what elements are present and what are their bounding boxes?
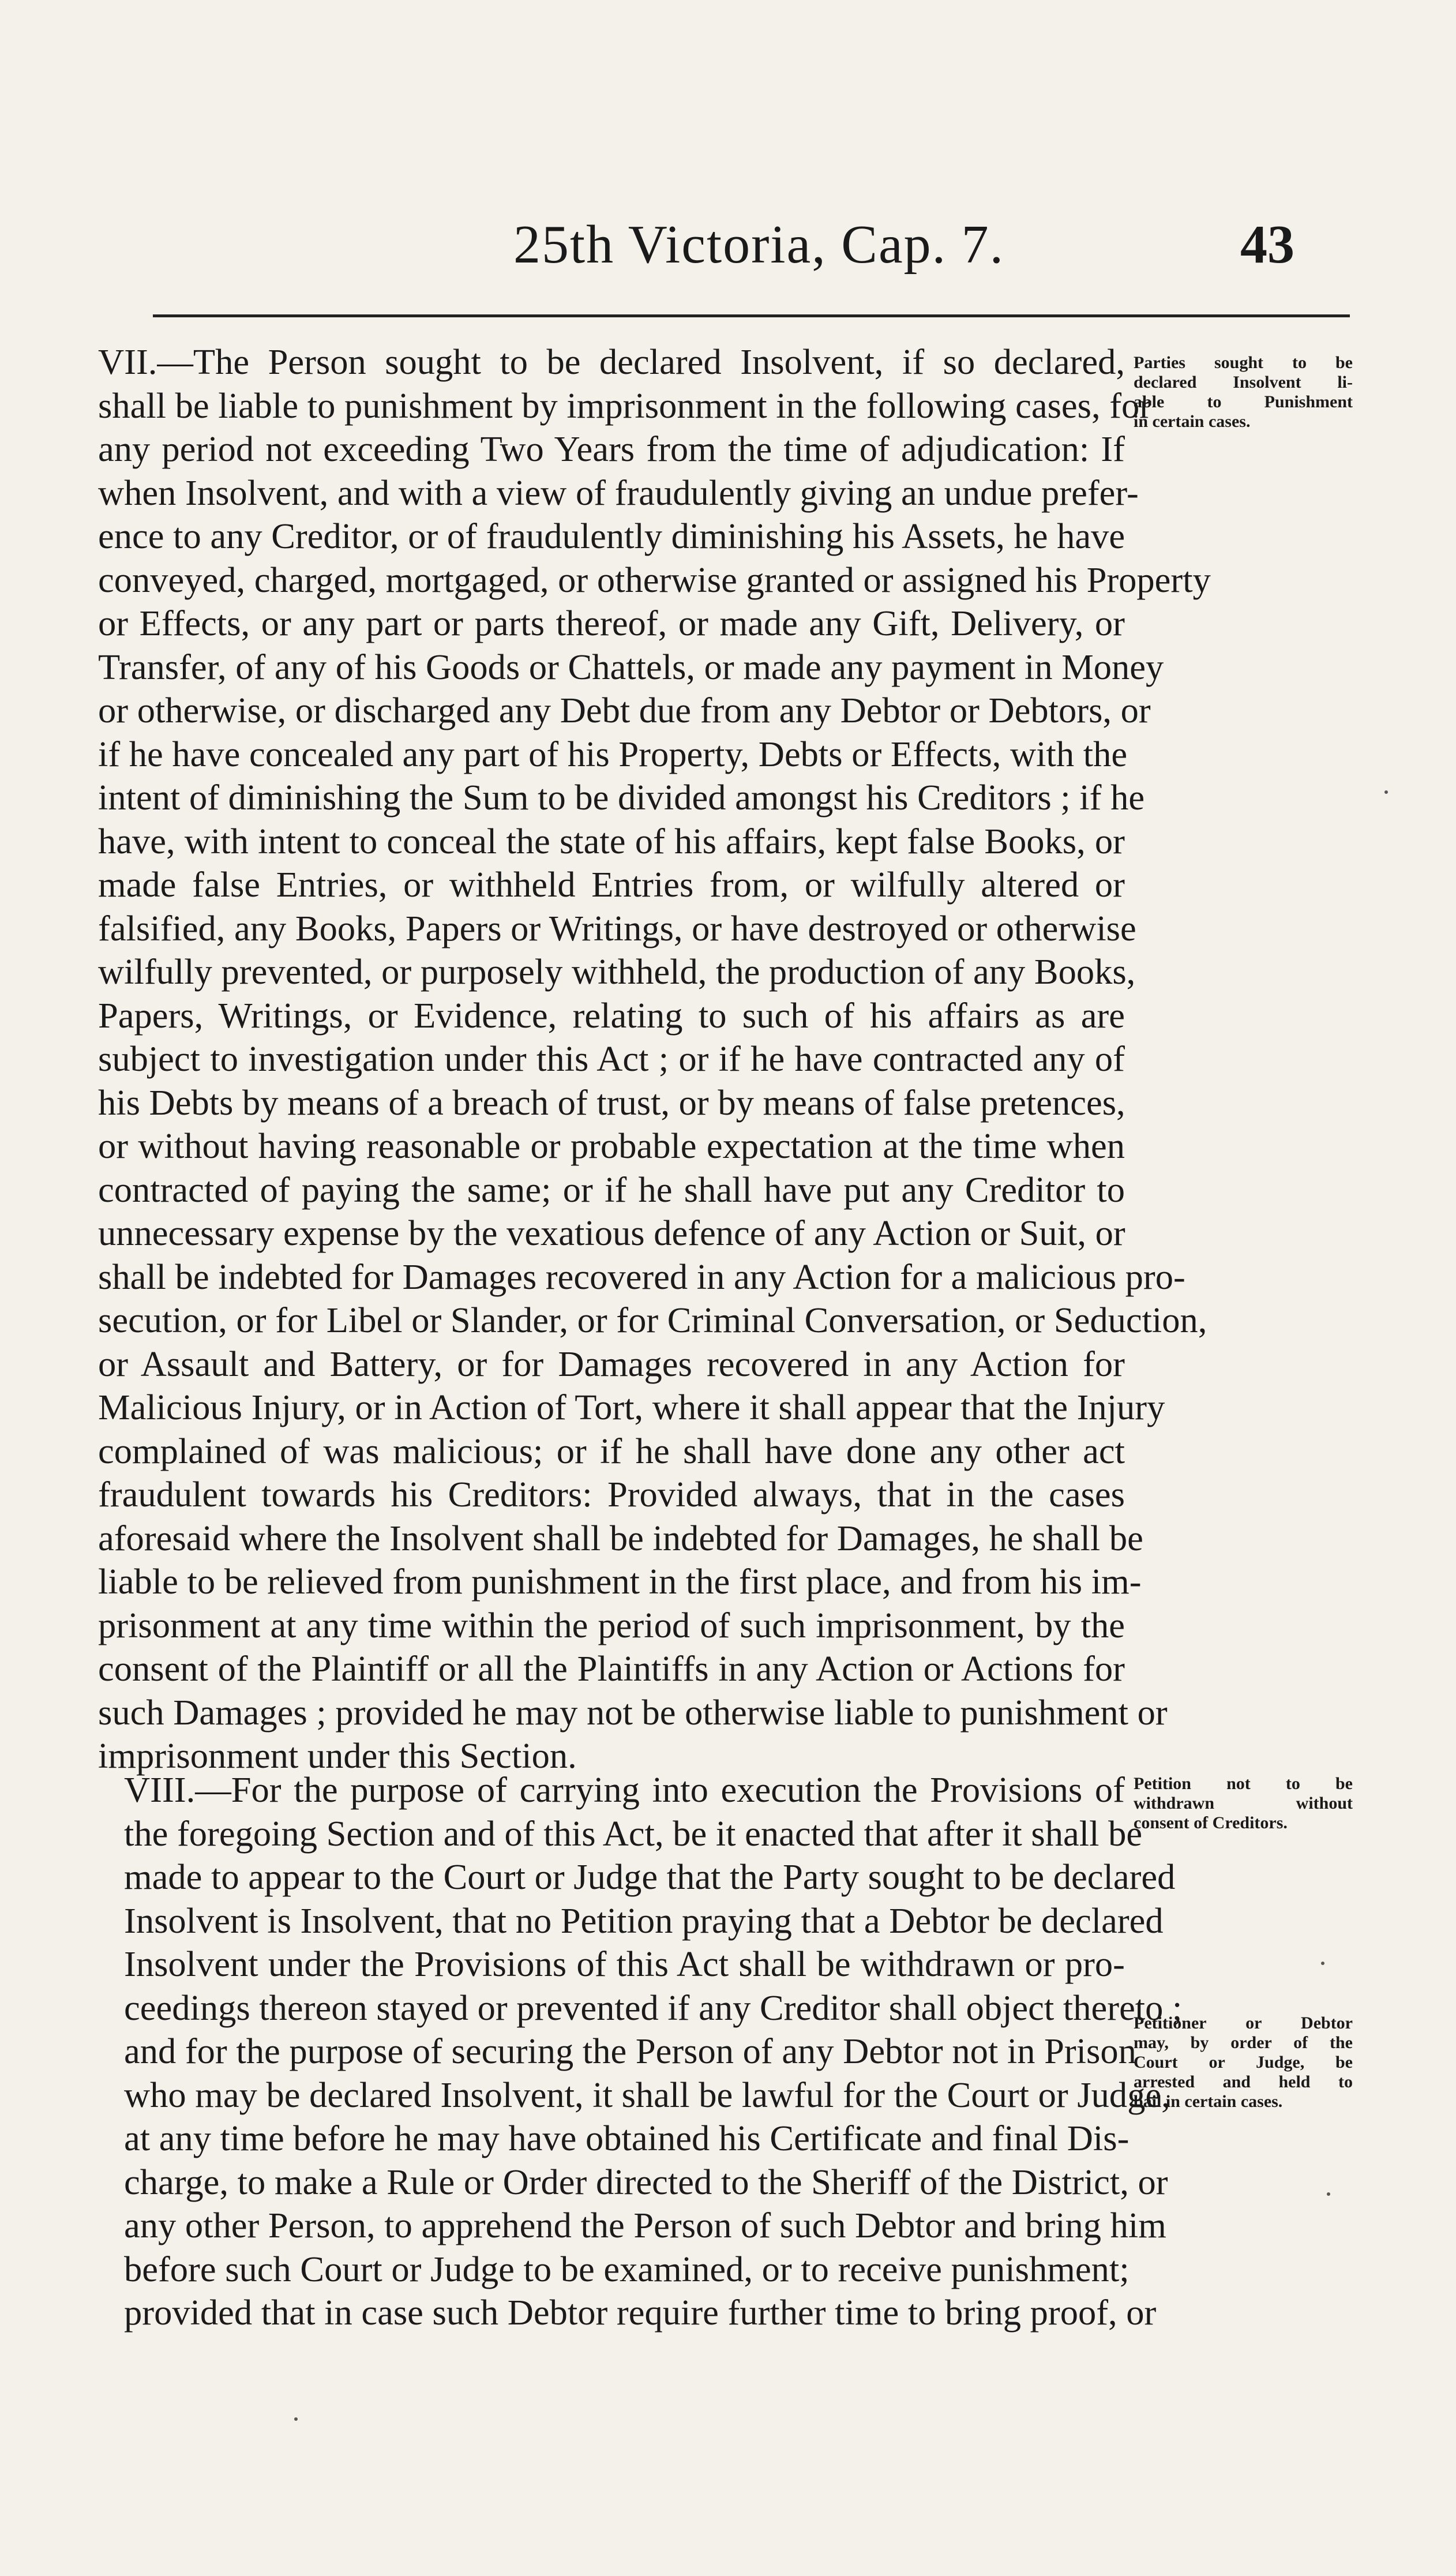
text-line: imprisonment under this Section. [98, 1735, 577, 1776]
text-line: or otherwise, or discharged any Debt due from any Debtor or Debtors, or [98, 690, 1151, 730]
text-line: liable to be relieved from punishment in the first place, and from his im- [98, 1561, 1142, 1602]
print-speck [1321, 1962, 1324, 1965]
margin-note-line: arrested and held to [1134, 2072, 1353, 2091]
text-line: who may be declared Insolvent, it shall be lawful for the Court or Judge, [124, 2074, 1170, 2115]
text-line: before such Court or Judge to be examined, or to receive punishment; [124, 2248, 1129, 2289]
text-line: secution, or for Libel or Slander, or for Criminal Conversation, or Seduction, [98, 1300, 1207, 1340]
print-speck [1384, 790, 1388, 794]
margin-note-line: declared Insolvent li- [1134, 373, 1353, 392]
margin-note-arrest [1134, 2013, 1353, 2112]
text-line: unnecessary expense by the vexatious defence of any Action or Suit, or [98, 1213, 1125, 1253]
text-line: or Effects, or any part or parts thereof, or made any Gift, Delivery, or [98, 603, 1125, 643]
section-viii [124, 1768, 1183, 2335]
text-line: made to appear to the Court or Judge that the Party sought to be declared [124, 1857, 1176, 1897]
text-line: made false Entries, or withheld Entries from, or wilfully altered or [98, 864, 1125, 905]
print-speck [294, 2417, 298, 2421]
margin-note-line: consent of Creditors. [1134, 1813, 1288, 1832]
text-line: VIII.—For the purpose of carrying into execution the Provisions of [124, 1769, 1125, 1810]
text-line: prisonment at any time within the period of such imprisonment, by the [98, 1604, 1125, 1645]
margin-note-line: may, by order of the [1134, 2033, 1353, 2052]
text-line: or without having reasonable or probable expectation at the time when [98, 1126, 1125, 1166]
text-line: Papers, Writings, or Evidence, relating to such of his affairs as are [98, 995, 1125, 1036]
text-line: charge, to make a Rule or Order directed to the Sheriff of the District, or [124, 2161, 1168, 2202]
text-line: complained of was malicious; or if he shall have done any other act [98, 1430, 1125, 1471]
text-line: and for the purpose of securing the Person of any Debtor not in Prison [124, 2031, 1136, 2071]
margin-note-line: Petitioner or Debtor [1134, 2013, 1353, 2033]
text-line: ence to any Creditor, or of fraudulently diminishing his Assets, he have [98, 516, 1125, 556]
text-line: Insolvent under the Provisions of this Act shall be withdrawn or pro- [124, 1944, 1125, 1984]
margin-note-line: Petition not to be [1134, 1774, 1353, 1793]
text-line: any other Person, to apprehend the Person of such Debtor and bring him [124, 2205, 1166, 2245]
text-line: falsified, any Books, Papers or Writings, or have destroyed or otherwise [98, 908, 1136, 948]
text-line: wilfully prevented, or purposely withheld, the production of any Books, [98, 951, 1136, 992]
text-line: at any time before he may have obtained his Certificate and final Dis- [124, 2118, 1129, 2158]
text-line: Malicious Injury, or in Action of Tort, where it shall appear that the Injury [98, 1387, 1165, 1427]
text-line: consent of the Plaintiff or all the Plaintiffs in any Action or Actions for [98, 1648, 1125, 1689]
margin-note-line: able to Punishment [1134, 392, 1353, 411]
text-line: conveyed, charged, mortgaged, or otherwise granted or assigned his Property [98, 559, 1211, 600]
text-line: any period not exceeding Two Years from the time of adjudication: If [98, 429, 1125, 469]
text-line: Transfer, of any of his Goods or Chattels, or made any payment in Money [98, 646, 1164, 687]
text-line: fraudulent towards his Creditors: Provided always, that in the cases [98, 1474, 1125, 1514]
text-line: aforesaid where the Insolvent shall be indebted for Damages, he shall be [98, 1517, 1143, 1558]
header-rule [153, 314, 1350, 317]
page-number: 43 [1240, 215, 1294, 275]
text-line: shall be indebted for Damages recovered in any Action for a malicious pro- [98, 1256, 1185, 1297]
text-line: when Insolvent, and with a view of fraudulently giving an undue prefer- [98, 472, 1139, 513]
margin-note-line: withdrawn without [1134, 1794, 1353, 1813]
margin-note-line: Court or Judge, be [1134, 2053, 1353, 2072]
margin-note-line: in certain cases. [1134, 412, 1251, 431]
text-line: subject to investigation under this Act ; or if he have contracted any of [98, 1038, 1125, 1079]
text-line: ceedings thereon stayed or prevented if any Creditor shall object thereto ; [124, 1987, 1183, 2028]
margin-note-punishment [1134, 353, 1353, 432]
print-speck [1327, 2192, 1330, 2196]
text-line: provided that in case such Debtor require further time to bring proof, or [124, 2292, 1157, 2333]
text-line: VII.—The Person sought to be declared Insolvent, if so declared, [98, 342, 1125, 382]
margin-note-line: Parties sought to be [1134, 353, 1353, 372]
text-line: or Assault and Battery, or for Damages recovered in any Action for [98, 1343, 1125, 1384]
text-line: the foregoing Section and of this Act, be it enacted that after it shall be [124, 1813, 1143, 1854]
text-line: Insolvent is Insolvent, that no Petition praying that a Debtor be declared [124, 1900, 1164, 1941]
text-line: intent of diminishing the Sum to be divided amongst his Creditors ; if he [98, 777, 1145, 818]
margin-note-petition [1134, 1774, 1353, 1833]
text-line: such Damages ; provided he may not be otherwise liable to punishment or [98, 1692, 1168, 1733]
text-line: have, with intent to conceal the state of his affairs, kept false Books, or [98, 820, 1125, 861]
text-line: his Debts by means of a breach of trust, or by means of false pretences, [98, 1082, 1125, 1123]
running-header-title: 25th Victoria, Cap. 7. [513, 215, 1005, 275]
text-line: contracted of paying the same; or if he shall have put any Creditor to [98, 1169, 1125, 1210]
margin-note-line: bail in certain cases. [1134, 2092, 1283, 2111]
text-line: if he have concealed any part of his Property, Debts or Effects, with the [98, 733, 1128, 774]
text-line: shall be liable to punishment by imprisonment in the following cases, for [98, 385, 1152, 426]
